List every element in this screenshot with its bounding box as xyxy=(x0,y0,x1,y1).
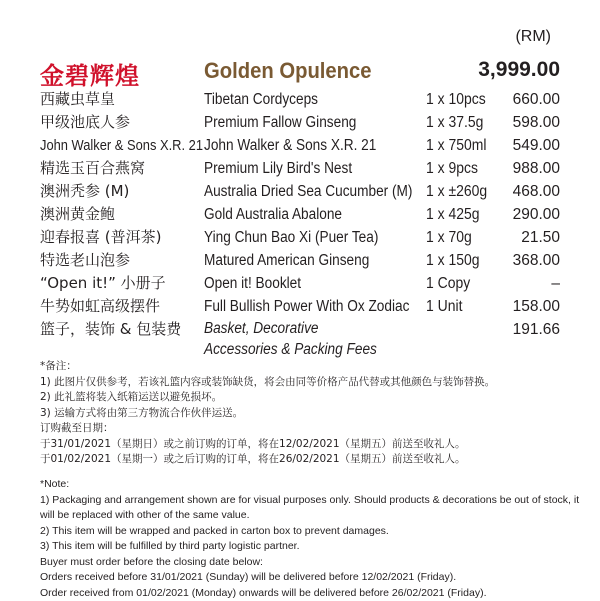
item-name-en: Full Bullish Power With Ox Zodiac xyxy=(204,295,409,318)
item-quantity: 1 x 37.5g xyxy=(426,111,483,134)
item-name-cn: 澳洲秃参 (M) xyxy=(40,180,129,203)
note-line: 2) This item will be wrapped and packed in carton box to prevent damages. xyxy=(40,524,580,540)
item-price: – xyxy=(551,272,560,295)
item-list xyxy=(40,88,560,362)
list-item xyxy=(40,180,560,203)
item-price: 21.50 xyxy=(521,226,560,249)
item-price: 191.66 xyxy=(513,318,560,341)
item-name-en: Ying Chun Bao Xi (Puer Tea) xyxy=(204,226,378,249)
item-name-cn: 甲级池底人参 xyxy=(40,111,130,134)
item-quantity: 1 x 425g xyxy=(426,203,480,226)
list-item xyxy=(40,295,560,318)
note-line: 1) Packaging and arrangement shown are for visual purposes only. Should products & decorations be out of stock, it will be replaced with other of the same value. xyxy=(40,493,580,524)
notes-chinese xyxy=(40,359,580,468)
item-price: 468.00 xyxy=(513,180,560,203)
note-line: Order received from 01/02/2021 (Monday) onwards will be delivered before 26/02/2021 (Friday). xyxy=(40,586,580,601)
item-price: 290.00 xyxy=(513,203,560,226)
item-quantity: 1 x ±260g xyxy=(426,180,487,203)
note-heading: *Note: xyxy=(40,477,580,493)
item-name-cn: 西藏虫草皇 xyxy=(40,88,115,111)
item-price: 158.00 xyxy=(513,295,560,318)
total-price: 3,999.00 xyxy=(478,58,560,82)
list-item xyxy=(40,157,560,180)
note-heading: *备注： xyxy=(40,359,580,375)
list-item xyxy=(40,134,560,157)
item-name-en: Matured American Ginseng xyxy=(204,249,369,272)
note-line: Buyer must order before the closing date below: xyxy=(40,555,580,571)
note-line: 3) 运输方式将由第三方物流合作伙伴运送。 xyxy=(40,406,580,422)
item-name-cn: 迎春报喜 (普洱茶) xyxy=(40,226,161,249)
list-item xyxy=(40,111,560,134)
item-name-cn: 篮子，装饰 & 包装费 xyxy=(40,318,181,341)
item-name-en: Gold Australia Abalone xyxy=(204,203,342,226)
item-quantity: 1 x 10pcs xyxy=(426,88,486,111)
currency-label: (RM) xyxy=(515,28,551,46)
note-line: 于31/01/2021（星期日）或之前订购的订单，将在12/02/2021（星期五）前送至收礼人。 xyxy=(40,437,580,453)
list-item xyxy=(40,318,560,362)
product-header xyxy=(40,56,560,86)
item-quantity: 1 x 70g xyxy=(426,226,472,249)
item-quantity: 1 x 150g xyxy=(426,249,480,272)
list-item xyxy=(40,88,560,111)
note-line: 2) 此礼篮将装入纸箱运送以避免损坏。 xyxy=(40,390,580,406)
item-quantity: 1 Copy xyxy=(426,272,470,295)
product-title-cn: 金碧辉煌 xyxy=(40,56,140,91)
item-name-cn: “Open it!” 小册子 xyxy=(40,272,166,295)
list-item xyxy=(40,249,560,272)
notes-english xyxy=(40,477,580,601)
item-name-en: Premium Lily Bird's Nest xyxy=(204,157,352,180)
note-line: 于01/02/2021（星期一）或之后订购的订单，将在26/02/2021（星期五）前送至收礼人。 xyxy=(40,452,580,468)
item-price: 988.00 xyxy=(513,157,560,180)
note-line: 3) This item will be fulfilled by third party logistic partner. xyxy=(40,539,580,555)
note-line: 订购截至日期： xyxy=(40,421,580,437)
item-name-cn: 牛势如虹高级摆件 xyxy=(40,295,160,318)
item-name-en: Basket, Decorative Accessories & Packing Fees xyxy=(204,318,389,360)
item-name-en: Open it! Booklet xyxy=(204,272,301,295)
item-name-cn: 精选玉百合燕窝 xyxy=(40,157,145,180)
item-price: 549.00 xyxy=(513,134,560,157)
item-name-en: John Walker & Sons X.R. 21 xyxy=(204,134,376,157)
list-item xyxy=(40,272,560,295)
item-name-en: Premium Fallow Ginseng xyxy=(204,111,356,134)
item-name-cn: 特选老山泡参 xyxy=(40,249,130,272)
product-title-en: Golden Opulence xyxy=(204,58,372,84)
item-quantity: 1 Unit xyxy=(426,295,462,318)
item-price: 660.00 xyxy=(513,88,560,111)
item-price: 598.00 xyxy=(513,111,560,134)
item-name-en: Australia Dried Sea Cucumber (M) xyxy=(204,180,412,203)
item-quantity: 1 x 750ml xyxy=(426,134,486,157)
note-line: 1) 此图片仅供参考，若该礼篮内容或装饰缺货，将会由同等价格产品代替或其他颜色与装饰替换。 xyxy=(40,375,580,391)
item-name-cn: 澳洲黄金鲍 xyxy=(40,203,115,226)
item-price: 368.00 xyxy=(513,249,560,272)
item-name-cn: John Walker & Sons X.R. 21 xyxy=(40,134,203,157)
note-line: Orders received before 31/01/2021 (Sunday) will be delivered before 12/02/2021 (Friday). xyxy=(40,570,580,586)
list-item xyxy=(40,226,560,249)
list-item xyxy=(40,203,560,226)
item-quantity: 1 x 9pcs xyxy=(426,157,478,180)
item-name-en: Tibetan Cordyceps xyxy=(204,88,318,111)
